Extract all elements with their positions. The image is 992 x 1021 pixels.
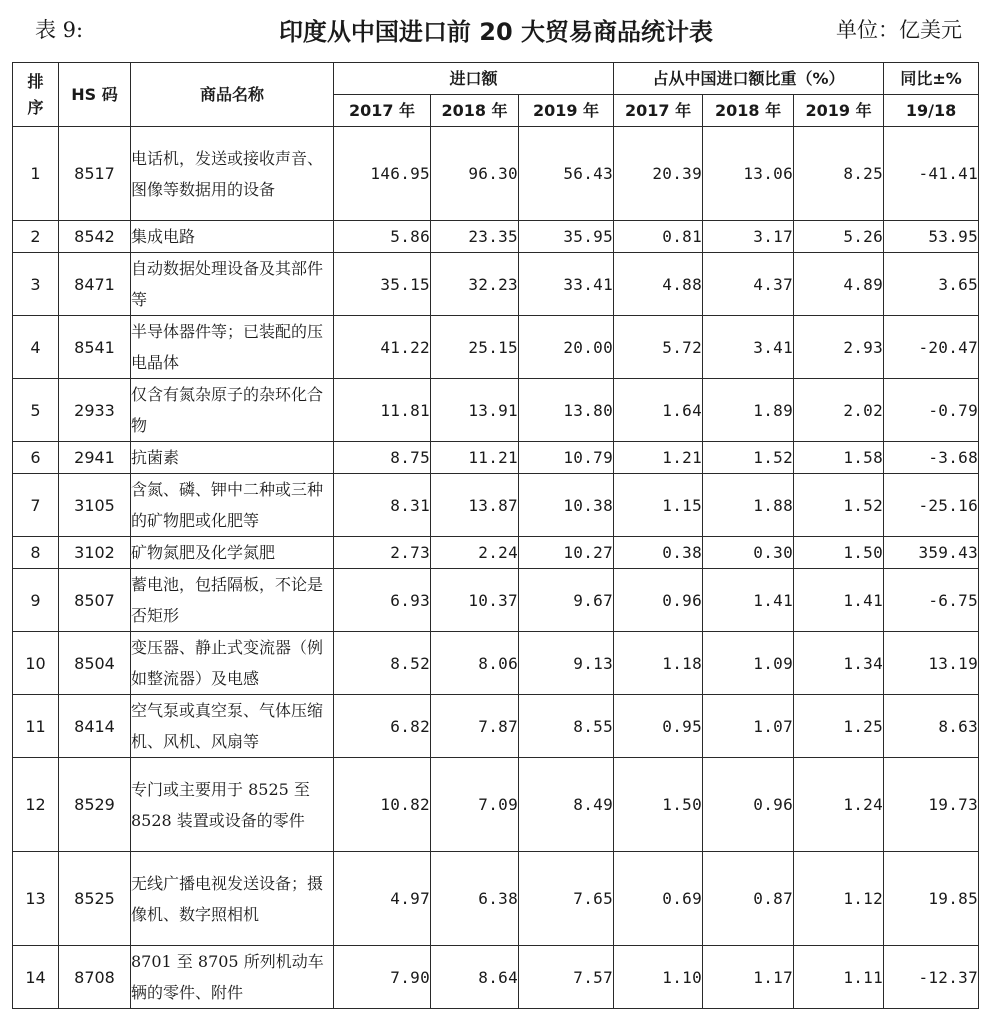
product-name-cell: 蓄电池，包括隔板，不论是否矩形 — [131, 569, 334, 632]
product-name-cell: 8701 至 8705 所列机动车辆的零件、附件 — [131, 946, 334, 1009]
share-2017-cell: 1.21 — [614, 442, 703, 474]
share-2017-cell: 1.64 — [614, 379, 703, 442]
share-2019-cell: 1.52 — [794, 474, 884, 537]
share-2019-cell: 1.25 — [794, 695, 884, 758]
hs-code-cell: 8507 — [59, 569, 131, 632]
yoy-cell: -20.47 — [884, 316, 979, 379]
import-2017-cell: 6.93 — [334, 569, 431, 632]
rank-cell: 10 — [13, 632, 59, 695]
rank-cell: 1 — [13, 127, 59, 221]
header-import-2019: 2019 年 — [519, 95, 614, 127]
share-2018-cell: 4.37 — [703, 253, 794, 316]
rank-cell: 6 — [13, 442, 59, 474]
header-share: 占从中国进口额比重（%） — [614, 63, 884, 95]
hs-code-cell: 8414 — [59, 695, 131, 758]
share-2018-cell: 3.41 — [703, 316, 794, 379]
import-2017-cell: 7.90 — [334, 946, 431, 1009]
share-2019-cell: 1.41 — [794, 569, 884, 632]
import-2018-cell: 13.87 — [431, 474, 519, 537]
share-2019-cell: 1.50 — [794, 537, 884, 569]
table-row — [13, 758, 979, 852]
import-2019-cell: 20.00 — [519, 316, 614, 379]
share-2017-cell: 4.88 — [614, 253, 703, 316]
rank-cell: 13 — [13, 852, 59, 946]
product-name-cell: 含氮、磷、钾中二种或三种的矿物肥或化肥等 — [131, 474, 334, 537]
header-hs-code: HS 码 — [59, 63, 131, 127]
yoy-cell: 3.65 — [884, 253, 979, 316]
rank-cell: 7 — [13, 474, 59, 537]
import-2019-cell: 56.43 — [519, 127, 614, 221]
product-name-cell: 空气泵或真空泵、气体压缩机、风机、风扇等 — [131, 695, 334, 758]
import-2019-cell: 9.13 — [519, 632, 614, 695]
import-2018-cell: 23.35 — [431, 221, 519, 253]
table-row — [13, 221, 979, 253]
hs-code-cell: 2933 — [59, 379, 131, 442]
import-2017-cell: 41.22 — [334, 316, 431, 379]
share-2019-cell: 1.34 — [794, 632, 884, 695]
product-name-cell: 无线广播电视发送设备；摄像机、数字照相机 — [131, 852, 334, 946]
product-name-cell: 专门或主要用于 8525 至 8528 装置或设备的零件 — [131, 758, 334, 852]
yoy-cell: 8.63 — [884, 695, 979, 758]
share-2019-cell: 4.89 — [794, 253, 884, 316]
import-2017-cell: 35.15 — [334, 253, 431, 316]
yoy-cell: -0.79 — [884, 379, 979, 442]
share-2018-cell: 1.52 — [703, 442, 794, 474]
hs-code-cell: 8525 — [59, 852, 131, 946]
share-2018-cell: 1.17 — [703, 946, 794, 1009]
import-2019-cell: 33.41 — [519, 253, 614, 316]
share-2017-cell: 20.39 — [614, 127, 703, 221]
rank-cell: 12 — [13, 758, 59, 852]
import-2018-cell: 25.15 — [431, 316, 519, 379]
yoy-cell: 19.73 — [884, 758, 979, 852]
product-name-cell: 电话机，发送或接收声音、图像等数据用的设备 — [131, 127, 334, 221]
rank-cell: 4 — [13, 316, 59, 379]
rank-cell: 5 — [13, 379, 59, 442]
import-2017-cell: 11.81 — [334, 379, 431, 442]
import-2019-cell: 13.80 — [519, 379, 614, 442]
yoy-cell: -6.75 — [884, 569, 979, 632]
import-2017-cell: 146.95 — [334, 127, 431, 221]
rank-cell: 11 — [13, 695, 59, 758]
yoy-cell: -3.68 — [884, 442, 979, 474]
share-2019-cell: 2.93 — [794, 316, 884, 379]
share-2017-cell: 1.10 — [614, 946, 703, 1009]
import-2019-cell: 10.79 — [519, 442, 614, 474]
share-2019-cell: 1.11 — [794, 946, 884, 1009]
import-2019-cell: 8.55 — [519, 695, 614, 758]
share-2018-cell: 1.07 — [703, 695, 794, 758]
import-2018-cell: 2.24 — [431, 537, 519, 569]
share-2018-cell: 1.89 — [703, 379, 794, 442]
share-2018-cell: 1.09 — [703, 632, 794, 695]
rank-cell: 8 — [13, 537, 59, 569]
import-2017-cell: 8.75 — [334, 442, 431, 474]
product-name-cell: 抗菌素 — [131, 442, 334, 474]
header-share-2019: 2019 年 — [794, 95, 884, 127]
import-2017-cell: 8.52 — [334, 632, 431, 695]
table-caption — [0, 0, 992, 62]
share-2018-cell: 0.87 — [703, 852, 794, 946]
import-2017-cell: 5.86 — [334, 221, 431, 253]
hs-code-cell: 3105 — [59, 474, 131, 537]
share-2019-cell: 5.26 — [794, 221, 884, 253]
rank-cell: 3 — [13, 253, 59, 316]
product-name-cell: 仅含有氮杂原子的杂环化合物 — [131, 379, 334, 442]
share-2017-cell: 1.18 — [614, 632, 703, 695]
header-product-name: 商品名称 — [131, 63, 334, 127]
table-number: 表 9: — [35, 18, 84, 42]
hs-code-cell: 8542 — [59, 221, 131, 253]
share-2018-cell: 0.30 — [703, 537, 794, 569]
yoy-cell: 13.19 — [884, 632, 979, 695]
import-2019-cell: 10.38 — [519, 474, 614, 537]
header-import-value: 进口额 — [334, 63, 614, 95]
yoy-cell: -12.37 — [884, 946, 979, 1009]
share-2018-cell: 0.96 — [703, 758, 794, 852]
table-title: 印度从中国进口前 20 大贸易商品统计表 — [278, 18, 714, 46]
share-2017-cell: 0.38 — [614, 537, 703, 569]
table-row — [13, 537, 979, 569]
share-2017-cell: 0.95 — [614, 695, 703, 758]
import-2018-cell: 7.87 — [431, 695, 519, 758]
header-yoy: 同比±% — [884, 63, 979, 95]
share-2017-cell: 1.50 — [614, 758, 703, 852]
import-2017-cell: 4.97 — [334, 852, 431, 946]
yoy-cell: -25.16 — [884, 474, 979, 537]
hs-code-cell: 8471 — [59, 253, 131, 316]
table-row — [13, 127, 979, 221]
import-2019-cell: 35.95 — [519, 221, 614, 253]
share-2018-cell: 1.41 — [703, 569, 794, 632]
import-2017-cell: 2.73 — [334, 537, 431, 569]
unit-label: 单位：亿美元 — [836, 18, 962, 42]
header-import-2018: 2018 年 — [431, 95, 519, 127]
share-2019-cell: 1.24 — [794, 758, 884, 852]
table-row — [13, 253, 979, 316]
header-rank: 排序 — [13, 63, 59, 127]
import-2018-cell: 11.21 — [431, 442, 519, 474]
share-2018-cell: 1.88 — [703, 474, 794, 537]
table-row — [13, 379, 979, 442]
share-2018-cell: 13.06 — [703, 127, 794, 221]
share-2019-cell: 8.25 — [794, 127, 884, 221]
import-2018-cell: 96.30 — [431, 127, 519, 221]
header-import-2017: 2017 年 — [334, 95, 431, 127]
rank-cell: 2 — [13, 221, 59, 253]
hs-code-cell: 8708 — [59, 946, 131, 1009]
import-2018-cell: 13.91 — [431, 379, 519, 442]
table-body — [13, 127, 979, 1009]
hs-code-cell: 8541 — [59, 316, 131, 379]
hs-code-cell: 8529 — [59, 758, 131, 852]
import-2017-cell: 10.82 — [334, 758, 431, 852]
hs-code-cell: 2941 — [59, 442, 131, 474]
import-2018-cell: 8.06 — [431, 632, 519, 695]
table-header — [13, 63, 979, 127]
share-2017-cell: 0.81 — [614, 221, 703, 253]
yoy-cell: 19.85 — [884, 852, 979, 946]
product-name-cell: 半导体器件等；已装配的压电晶体 — [131, 316, 334, 379]
import-2018-cell: 10.37 — [431, 569, 519, 632]
table-row — [13, 852, 979, 946]
import-2018-cell: 6.38 — [431, 852, 519, 946]
table-row — [13, 474, 979, 537]
header-yoy-period: 19/18 — [884, 95, 979, 127]
share-2017-cell: 0.96 — [614, 569, 703, 632]
hs-code-cell: 3102 — [59, 537, 131, 569]
product-name-cell: 变压器、静止式变流器（例如整流器）及电感 — [131, 632, 334, 695]
share-2017-cell: 0.69 — [614, 852, 703, 946]
import-2017-cell: 6.82 — [334, 695, 431, 758]
table-row — [13, 632, 979, 695]
import-2019-cell: 7.57 — [519, 946, 614, 1009]
product-name-cell: 矿物氮肥及化学氮肥 — [131, 537, 334, 569]
import-2018-cell: 7.09 — [431, 758, 519, 852]
table-row — [13, 442, 979, 474]
yoy-cell: 53.95 — [884, 221, 979, 253]
import-2019-cell: 7.65 — [519, 852, 614, 946]
product-name-cell: 集成电路 — [131, 221, 334, 253]
rank-cell: 9 — [13, 569, 59, 632]
hs-code-cell: 8517 — [59, 127, 131, 221]
share-2018-cell: 3.17 — [703, 221, 794, 253]
share-2017-cell: 5.72 — [614, 316, 703, 379]
share-2019-cell: 1.58 — [794, 442, 884, 474]
table-row — [13, 946, 979, 1009]
import-2019-cell: 10.27 — [519, 537, 614, 569]
share-2017-cell: 1.15 — [614, 474, 703, 537]
yoy-cell: 359.43 — [884, 537, 979, 569]
trade-table — [12, 62, 979, 1009]
import-2019-cell: 8.49 — [519, 758, 614, 852]
rank-cell: 14 — [13, 946, 59, 1009]
table-row — [13, 695, 979, 758]
product-name-cell: 自动数据处理设备及其部件等 — [131, 253, 334, 316]
share-2019-cell: 2.02 — [794, 379, 884, 442]
header-share-2017: 2017 年 — [614, 95, 703, 127]
import-2018-cell: 32.23 — [431, 253, 519, 316]
table-row — [13, 316, 979, 379]
import-2017-cell: 8.31 — [334, 474, 431, 537]
import-2018-cell: 8.64 — [431, 946, 519, 1009]
yoy-cell: -41.41 — [884, 127, 979, 221]
import-2019-cell: 9.67 — [519, 569, 614, 632]
table-row — [13, 569, 979, 632]
header-share-2018: 2018 年 — [703, 95, 794, 127]
share-2019-cell: 1.12 — [794, 852, 884, 946]
hs-code-cell: 8504 — [59, 632, 131, 695]
